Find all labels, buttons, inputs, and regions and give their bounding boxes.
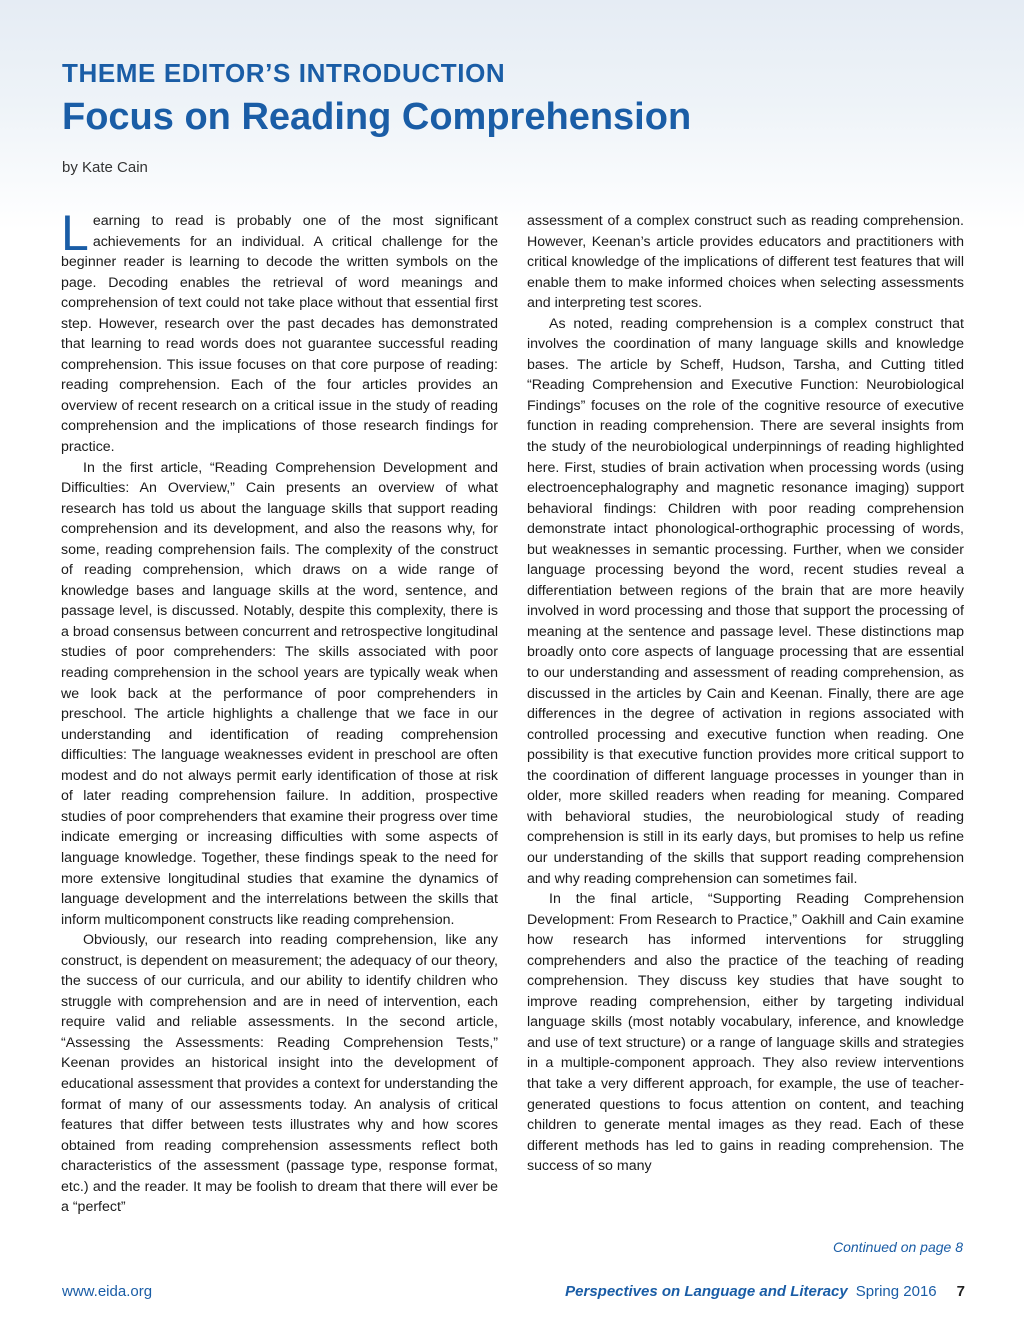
page-title: Focus on Reading Comprehension: [62, 96, 692, 138]
left-column: [61, 205, 498, 1218]
footer-publication: Perspectives on Language and Literacy: [565, 1283, 848, 1300]
section-kicker: THEME EDITOR’S INTRODUCTION: [62, 58, 506, 88]
paragraph-second-article: Obviously, our research into reading comprehension, like any construct, is dependent on measurement; the adequacy of our theory, the success of our curricula, and our ability to identify children who struggle with comprehension and are in need of intervention, each require valid and reliable assessments. In the second article, “Assessing the Assessments: Reading Comprehension Tests,” Keenan provides an historical insight into the development of educational assessment that provides a context for understanding the format of many of our assessments today. An analysis of critical features that differ between tests illustrates why and how scores obtained from reading comprehension assessments reflect both characteristics of the assessment (passage type, response format, etc.) and the reader. It may be foolish to dream that there will ever be a “perfect”: [61, 932, 498, 1216]
page-number: 7: [956, 1283, 965, 1300]
footer-publication-info: [565, 1283, 965, 1300]
paragraph-final-article: In the final article, “Supporting Reading Comprehension Development: From Research to Practice,” Oakhill and Cain examine how research has informed interventions for struggling comprehenders and also the practice of the teaching of reading comprehension. They discuss key studies that have sought to improve reading comprehension, either by targeting individual language skills (most notably vocabulary, inference, and knowledge and use of text structure) or a range of language skills and strategies in a multiple-component approach. They also review interventions that take a very different approach, for example, the use of teacher-generated questions to focus attention on content, and teaching children to generate mental images as they read. Each of these different methods has led to gains in reading comprehension. The success of so many: [527, 891, 964, 1175]
right-column: [527, 211, 964, 1177]
paragraph-intro: [61, 205, 498, 458]
footer-url-link[interactable]: www.eida.org: [62, 1283, 153, 1300]
footer-issue: Spring 2016: [855, 1283, 937, 1300]
paragraph-intro-text: earning to read is probably one of the most significant achievements for an individual. A critical challenge for the beginner reader is learning to decode the written symbols on the page. Decoding enables the retrieval of word meanings and comprehension of text could not take place without that essential first step. However, research over the past decades has demonstrated that learning to read words does not guarantee successful reading comprehension. This issue focuses on that core purpose of reading: reading comprehension. Each of the four articles provides an overview of recent research on a critical issue in the study of reading comprehension and the implications of those research findings for practice.: [61, 213, 498, 456]
paragraph-assessment-continued: assessment of a complex construct such as reading comprehension. However, Keenan’s article provides educators and practitioners with critical knowledge of the implications of different test features that will enable them to make informed choices when selecting assessments and interpreting test scores.: [527, 213, 964, 312]
paragraph-first-article: In the first article, “Reading Comprehension Development and Difficulties: An Overview,” Cain presents an overview of what research has told us about the language skills that support reading comprehension and its development, and also the reasons why, for some, reading comprehension fails. The complexity of the construct of reading comprehension, which draws on a wide range of knowledge bases and language skills at the word, sentence, and passage level, is discussed. Notably, despite this complexity, there is a broad consensus between concurrent and retrospective longitudinal studies of poor comprehenders: The skills associated with poor reading comprehension in the school years are typically weak when we look back at the performance of poor comprehenders in preschool. The article highlights a challenge that we face in our understanding and identification of reading comprehension difficulties: The language weaknesses evident in preschool are often modest and do not always permit early identification of those at risk of later reading comprehension failure. In addition, prospective studies of poor comprehenders that examine their progress over time indicate emerging or increasing difficulties with some aspects of language knowledge. Together, these findings speak to the need for more extensive longitudinal studies that examine the dynamics of language development and the interrelations between the skills that inform multicomponent constructs like reading comprehension.: [61, 459, 498, 928]
continued-link[interactable]: Continued on page 8: [833, 1239, 963, 1255]
byline: by Kate Cain: [62, 159, 148, 176]
paragraph-third-article: As noted, reading comprehension is a complex construct that involves the coordination of many language skills and knowledge bases. The article by Scheff, Hudson, Tarsha, and Cutting titled “Reading Comprehension and Executive Function: Neurobiological Findings” focuses on the role of the cognitive resource of executive function in reading comprehension. There are several insights from the study of the neurobiological underpinnings of reading highlighted here. First, studies of brain activation when processing words (using electroencephalography and magnetic resonance imaging) support behavioral findings: Children with poor reading comprehension demonstrate intact phonological-orthographic processing of words, but weaknesses in semantic processing. Further, when we consider language processing beyond the word, recent studies reveal a differentiation between regions of the brain that are more heavily involved in word processing and those that support the processing of meaning at the sentence and passage level. These distinctions map broadly onto core aspects of language processing that are essential to our understanding and assessment of reading comprehension, as discussed in the articles by Cain and Keenan. Finally, there are age differences in the degree of activation in regions associated with controlled processing and executive function when reading. One possibility is that executive function provides more critical support to the coordination of different language processes in younger than in older, more skilled readers when reading for meaning. Compared with behavioral studies, the neurobiological study of reading comprehension is still in its early days, but promises to help us refine our understanding of the skills that support reading comprehension and why reading comprehension can sometimes fail.: [527, 315, 964, 887]
drop-cap: L: [61, 205, 89, 261]
